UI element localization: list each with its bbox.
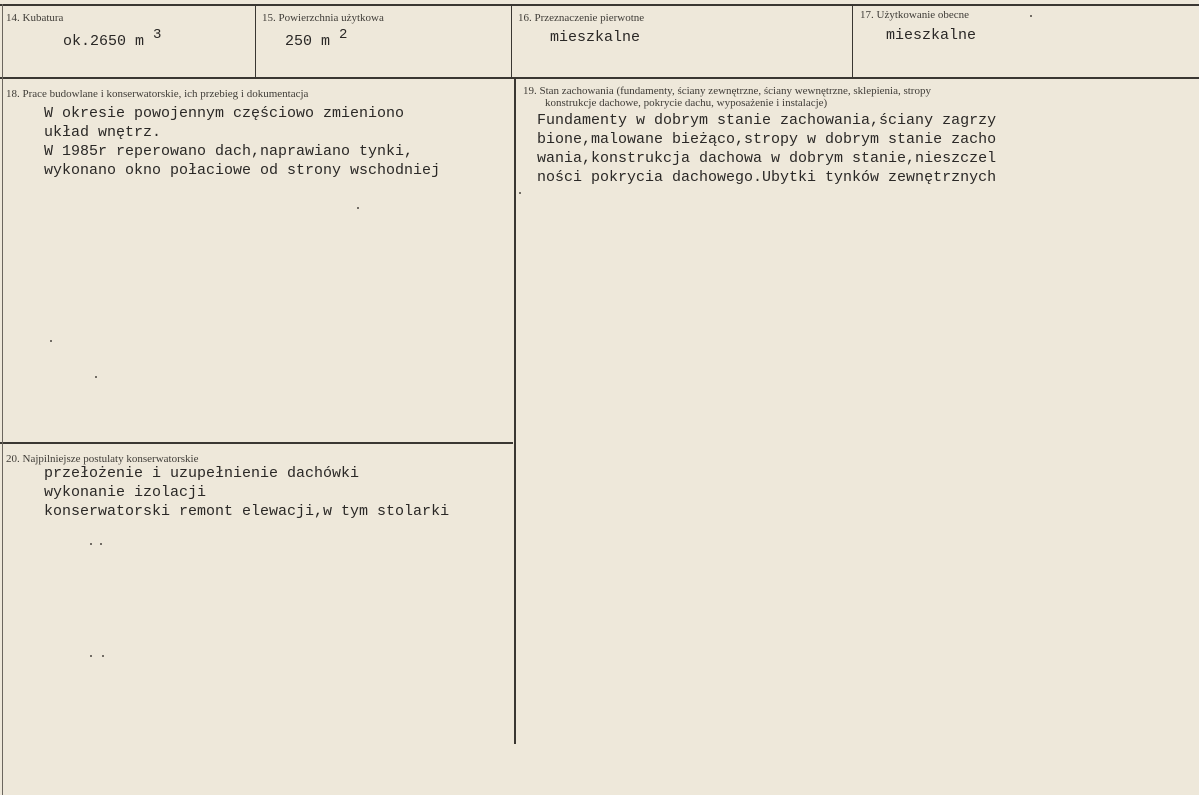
paper-speck [90,543,92,545]
top-border [0,4,1199,6]
stan-line-4: ności pokrycia dachowego.Ubytki tynków zewnętrznych [537,169,997,186]
divider-14-15 [255,4,256,77]
prace-line-2: układ wnętrz. [44,124,162,141]
postulaty-line-2: wykonanie izolacji [44,484,207,501]
kubatura-unit-exponent: 3 [153,27,162,43]
stan-zachowania-label-line-1: 19. Stan zachowania (fundamenty, ściany zewnętrzne, ściany wewnętrzne, sklepienia, stropy [523,85,931,97]
main-column-divider [514,78,516,744]
paper-speck [100,543,102,545]
stan-line-3: wania,konstrukcja dachowa w dobrym stanie,nieszczel [537,150,997,167]
postulaty-line-1: przełożenie i uzupełnienie dachówki [44,465,360,482]
paper-speck [102,655,104,657]
paper-speck [1030,15,1032,17]
left-border [2,4,3,795]
prace-budowlane-text [44,104,440,180]
divider-15-16 [511,4,512,77]
prace-budowlane-label: 18. Prace budowlane i konserwatorskie, ich przebieg i dokumentacja [6,88,309,100]
prace-line-3: W 1985r reperowano dach,naprawiano tynki, [44,143,414,160]
left-section-divider [0,442,513,444]
stan-line-1: Fundamenty w dobrym stanie zachowania,ściany zagrzy [537,112,997,129]
stan-zachowania-text [537,111,996,187]
stan-line-2: bione,malowane bieżąco,stropy w dobrym stanie zacho [537,131,997,148]
kubatura-label: 14. Kubatura [6,12,64,24]
prace-line-1: W okresie powojennym częściowo zmieniono [44,105,405,122]
paper-speck [519,192,521,194]
paper-speck [95,376,97,378]
paper-speck [50,340,52,342]
paper-speck [357,207,359,209]
przeznaczenie-label: 16. Przeznaczenie pierwotne [518,12,645,24]
paper-speck [90,655,92,657]
postulaty-text [44,464,449,521]
powierzchnia-unit-exponent: 2 [339,27,348,43]
kubatura-value-text: ok.2650 m [63,33,145,50]
powierzchnia-label: 15. Powierzchnia użytkowa [262,12,384,24]
divider-16-17 [852,4,853,77]
uzytkowanie-value: mieszkalne [886,27,977,44]
przeznaczenie-value: mieszkalne [550,29,641,46]
row1-bottom-border [0,77,1199,79]
powierzchnia-value-text: 250 m [285,33,331,50]
uzytkowanie-label: 17. Użytkowanie obecne [860,9,970,21]
kubatura-value [63,27,162,52]
powierzchnia-value [285,27,348,52]
stan-zachowania-label-line-2: konstrukcje dachowe, pokrycie dachu, wyposażenie i instalacje) [545,97,828,109]
postulaty-label: 20. Najpilniejsze postulaty konserwatorskie [6,453,199,465]
prace-line-4: wykonano okno połaciowe od strony wschodniej [44,162,441,179]
postulaty-line-3: konserwatorski remont elewacji,w tym stolarki [44,503,450,520]
